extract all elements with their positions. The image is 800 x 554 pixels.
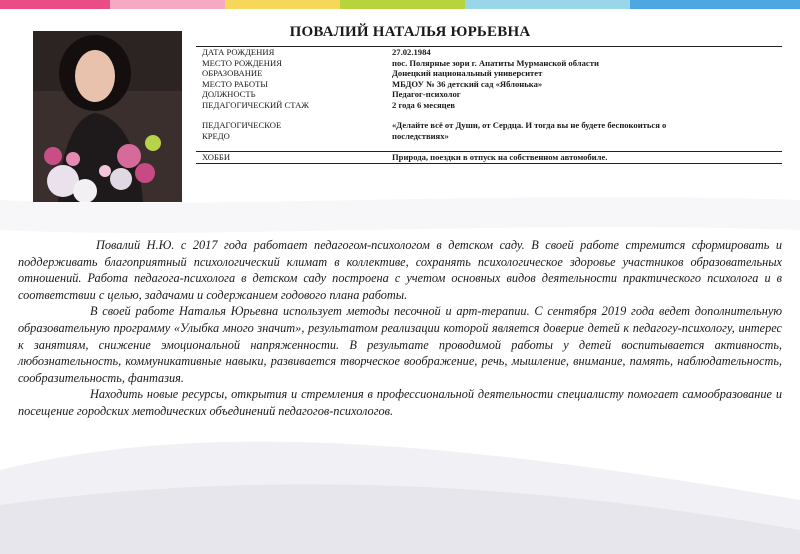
info-label: ПЕДАГОГИЧЕСКИЙ СТАЖ — [202, 99, 309, 110]
info-row-hobby — [196, 151, 782, 163]
info-value: 2 года 6 месяцев — [392, 99, 456, 110]
info-value: «Делайте всё от Души, от Сердца. И тогда вы не будете беспокоиться о — [392, 120, 667, 130]
info-row — [196, 79, 782, 90]
paragraph: Повалий Н.Ю. с 2017 года работает педагогом-психологом в детском саду. В своей работе стремится сформировать и поддерживать благоприятный психологический климат в коллективе, сохранять психологическое здоровье участников образовательных отношений. Работа педагога-психолога в детском саду построена с учетом основных видов деятельности практического психолога и в соответствии с целью, задачами и содержанием годового плана работы. — [18, 238, 782, 302]
info-value: пос. Полярные зори г. Апатиты Мурманской области — [392, 57, 599, 68]
info-label: ДАТА РОЖДЕНИЯ — [202, 47, 275, 57]
info-row — [196, 58, 782, 69]
info-value: 27.02.1984 — [392, 47, 431, 57]
info-row-credo — [196, 120, 782, 131]
info-value: МБДОУ № 36 детский сад «Яблонька» — [392, 78, 543, 89]
info-label: ОБРАЗОВАНИЕ — [202, 68, 263, 78]
info-value: Природа, поездки в отпуск на собственном автомобиле. — [392, 152, 608, 162]
info-row — [196, 68, 782, 79]
paragraph: Находить новые ресурсы, открытия и стремления в профессиональной деятельности специалисту помогает самообразование и посещение городских методических объединений педагогов-психологов. — [18, 387, 782, 418]
info-value: последствиях» — [392, 130, 449, 141]
info-label: МЕСТО РОЖДЕНИЯ — [202, 57, 282, 68]
info-row — [196, 100, 782, 111]
info-row — [196, 89, 782, 100]
portrait-photo — [33, 31, 182, 202]
info-label: КРЕДО — [202, 130, 230, 141]
top-color-stripe — [0, 0, 800, 9]
profile-info-table — [196, 46, 782, 164]
info-row-credo — [196, 131, 782, 142]
biography-text — [18, 237, 782, 420]
paragraph: В своей работе Наталья Юрьевна использует методы песочной и арт-терапии. С сентября 2019 года ведет дополнительную образовательную программу «Улыбка много значит», результатом реализации которой является доверие детей к педагогу-психологу, интерес к занятиям, снижение эмоциональной напряженности. В результате проводимой работы у детей воспитывается активность, любознательность, коммуникативные навыки, развивается творческое воображение, речь, мышление, внимание, память, наблюдательность, сообразительность, фантазия. — [18, 304, 782, 385]
info-row — [196, 47, 782, 58]
info-label: ДОЛЖНОСТЬ — [202, 89, 256, 99]
info-label: МЕСТО РАБОТЫ — [202, 78, 268, 89]
page-title: ПОВАЛИЙ НАТАЛЬЯ ЮРЬЕВНА — [289, 24, 531, 40]
info-value: Донецкий национальный университет — [392, 68, 543, 78]
info-label: ПЕДАГОГИЧЕСКОЕ — [202, 120, 282, 130]
info-label: ХОББИ — [202, 152, 231, 162]
info-value: Педагог-психолог — [392, 89, 461, 99]
